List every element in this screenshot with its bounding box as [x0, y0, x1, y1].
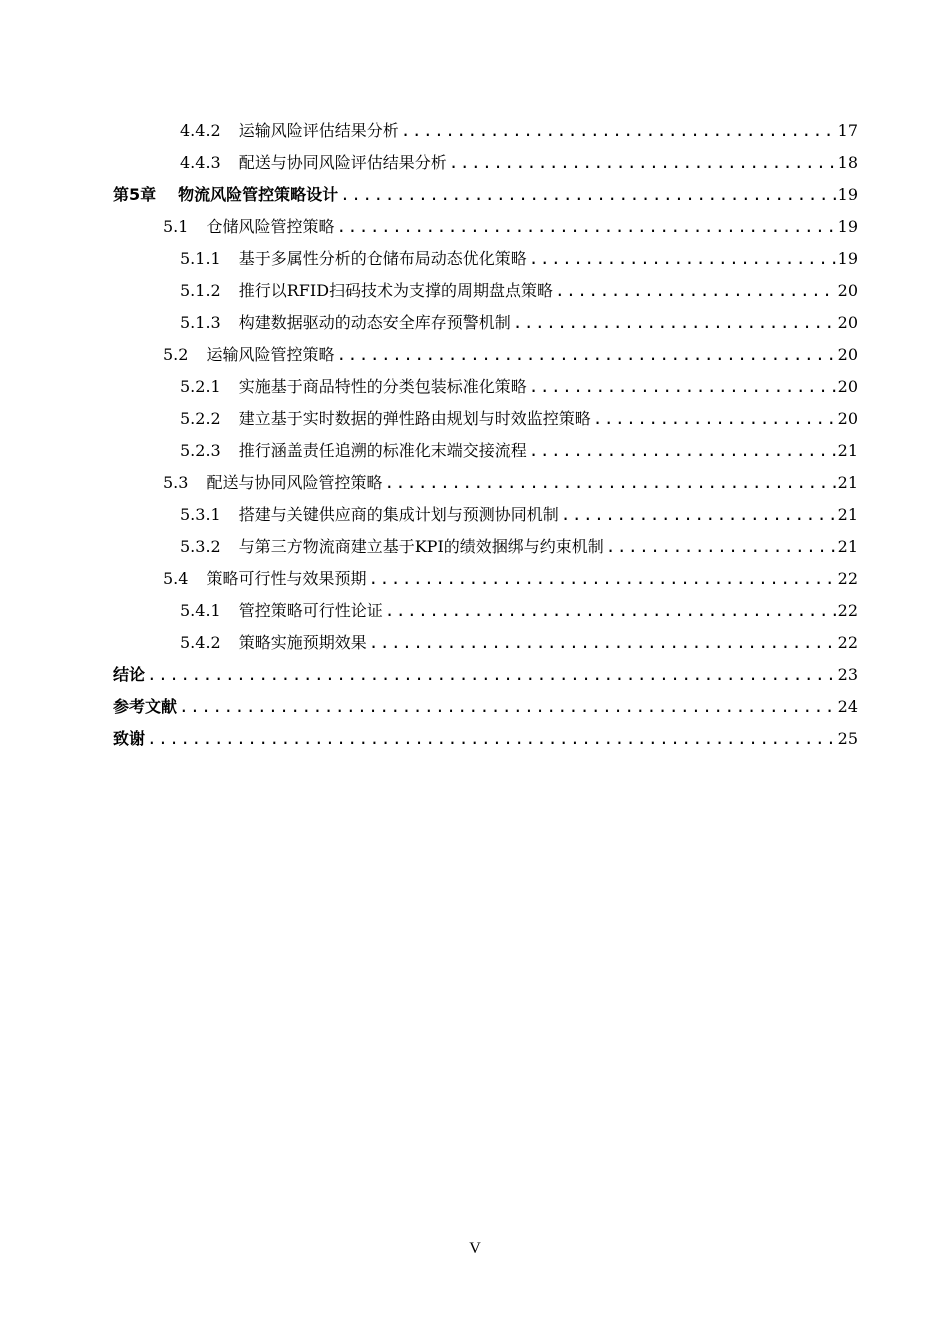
toc-entry-title: 构建数据驱动的动态安全库存预警机制	[238, 313, 511, 332]
toc-entry[interactable]	[113, 499, 858, 531]
toc-entry-page: 23	[837, 665, 858, 684]
toc-entry-number: 5.3.1	[180, 505, 221, 524]
dot-leader	[513, 307, 836, 339]
dot-leader	[336, 339, 835, 371]
toc-entry-page: 20	[837, 377, 858, 396]
toc-entry-title: 与第三方物流商建立基于KPI的绩效捆绑与约束机制	[238, 537, 604, 556]
toc-entry[interactable]	[113, 403, 858, 435]
toc-entry-page: 20	[837, 281, 858, 300]
toc-entry-title: 仓储风险管控策略	[206, 217, 335, 236]
toc-entry-page: 21	[837, 473, 858, 492]
toc-entry[interactable]	[113, 531, 858, 563]
toc-entry[interactable]	[113, 211, 858, 243]
toc-entry-number: 第5章	[113, 185, 157, 204]
toc-entry-number: 4.4.3	[180, 153, 221, 172]
page-number: V	[469, 1240, 481, 1257]
dot-leader	[555, 275, 836, 307]
toc-entry-number: 4.4.2	[180, 121, 221, 140]
toc-entry-number: 5.1.2	[180, 281, 221, 300]
toc-entry-title: 策略可行性与效果预期	[206, 569, 367, 588]
toc-entry-page: 25	[837, 729, 858, 748]
toc-entry-page: 21	[837, 441, 858, 460]
toc-entry-page: 20	[837, 345, 858, 364]
dot-leader	[561, 499, 836, 531]
toc-entry[interactable]	[113, 467, 858, 499]
toc-entry-number: 5.3	[163, 473, 189, 492]
toc-entry[interactable]	[113, 147, 858, 179]
toc-entry[interactable]	[113, 275, 858, 307]
toc-entry-title: 结论	[113, 665, 146, 684]
toc-entry-page: 22	[837, 569, 858, 588]
toc-entry-title: 运输风险评估结果分析	[238, 121, 399, 140]
toc-entry-page: 20	[837, 313, 858, 332]
toc-entry-number: 5.4.1	[180, 601, 221, 620]
toc-entry-page: 24	[837, 697, 858, 716]
dot-leader	[593, 403, 836, 435]
dot-leader	[401, 115, 836, 147]
toc-entry-number: 5.4.2	[180, 633, 221, 652]
toc-entry-title: 物流风险管控策略设计	[178, 185, 339, 204]
toc-entry[interactable]	[113, 659, 858, 691]
toc-entry[interactable]	[113, 339, 858, 371]
dot-leader	[384, 467, 835, 499]
toc-entry-title: 基于多属性分析的仓储布局动态优化策略	[238, 249, 527, 268]
toc-entry-title: 配送与协同风险评估结果分析	[238, 153, 447, 172]
toc-entry-number: 5.2.1	[180, 377, 221, 396]
toc-entry-title: 管控策略可行性论证	[238, 601, 383, 620]
dot-leader	[369, 627, 836, 659]
dot-leader	[529, 435, 836, 467]
toc-entry-title: 参考文献	[113, 697, 178, 716]
toc-entry-title: 致谢	[113, 729, 146, 748]
toc-entry[interactable]	[113, 371, 858, 403]
toc-entry-title: 运输风险管控策略	[206, 345, 335, 364]
toc-entry-page: 17	[837, 121, 858, 140]
toc-entry-number: 5.1.1	[180, 249, 221, 268]
table-of-contents	[113, 115, 858, 755]
toc-entry-number: 5.4	[163, 569, 189, 588]
dot-leader	[529, 243, 836, 275]
toc-entry-title: 建立基于实时数据的弹性路由规划与时效监控策略	[238, 409, 591, 428]
toc-entry-title: 实施基于商品特性的分类包装标准化策略	[238, 377, 527, 396]
toc-entry-title: 推行以RFID扫码技术为支撑的周期盘点策略	[238, 281, 554, 300]
toc-entry-page: 21	[837, 537, 858, 556]
dot-leader	[336, 211, 835, 243]
toc-entry-title: 搭建与关键供应商的集成计划与预测协同机制	[238, 505, 559, 524]
toc-entry-number: 5.2	[163, 345, 189, 364]
toc-entry-page: 19	[837, 185, 858, 204]
toc-entry[interactable]	[113, 243, 858, 275]
toc-entry[interactable]	[113, 723, 858, 755]
toc-entry-page: 22	[837, 633, 858, 652]
toc-entry-title: 配送与协同风险管控策略	[206, 473, 383, 492]
dot-leader	[179, 691, 836, 723]
dot-leader	[147, 659, 836, 691]
toc-entry[interactable]	[113, 435, 858, 467]
toc-entry[interactable]	[113, 307, 858, 339]
toc-entry[interactable]	[113, 595, 858, 627]
dot-leader	[368, 563, 835, 595]
toc-entry-page: 21	[837, 505, 858, 524]
toc-entry-page: 20	[837, 409, 858, 428]
dot-leader	[147, 723, 836, 755]
dot-leader	[529, 371, 836, 403]
toc-entry-page: 18	[837, 153, 858, 172]
toc-entry-number: 5.2.2	[180, 409, 221, 428]
toc-entry-title: 推行涵盖责任追溯的标准化末端交接流程	[238, 441, 527, 460]
dot-leader	[606, 531, 836, 563]
toc-entry-number: 5.2.3	[180, 441, 221, 460]
toc-entry-number: 5.1	[163, 217, 189, 236]
dot-leader	[449, 147, 836, 179]
toc-entry[interactable]	[113, 179, 858, 211]
toc-entry[interactable]	[113, 691, 858, 723]
dot-leader	[340, 179, 835, 211]
toc-entry[interactable]	[113, 627, 858, 659]
toc-entry-number: 5.1.3	[180, 313, 221, 332]
toc-entry-page: 19	[837, 249, 858, 268]
dot-leader	[385, 595, 836, 627]
toc-entry-page: 22	[837, 601, 858, 620]
toc-entry-number: 5.3.2	[180, 537, 221, 556]
toc-entry-title: 策略实施预期效果	[238, 633, 367, 652]
toc-entry-page: 19	[837, 217, 858, 236]
toc-entry[interactable]	[113, 563, 858, 595]
toc-entry[interactable]	[113, 115, 858, 147]
